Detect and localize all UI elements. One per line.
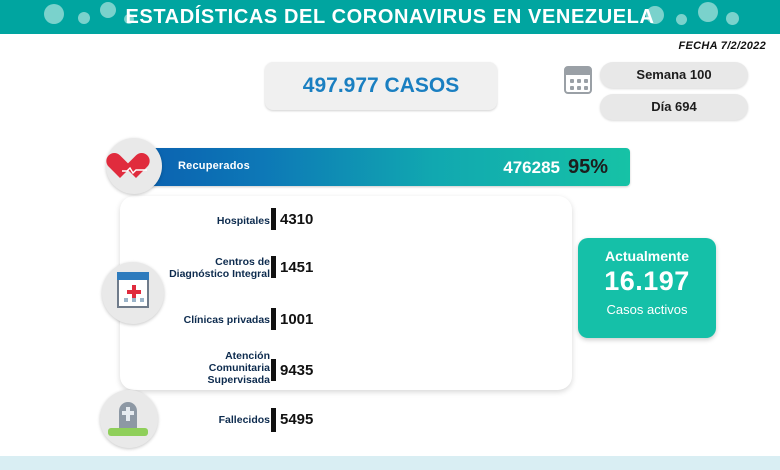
row-marker-hospitales xyxy=(271,208,276,230)
active-cases-subtitle: Casos activos xyxy=(606,302,688,317)
bottom-strip xyxy=(0,456,780,470)
row-label-acs-line3: Supervisada xyxy=(207,374,270,386)
row-label-acs-line2: Comunitaria xyxy=(208,362,270,374)
row-marker-clinicas-privadas xyxy=(271,308,276,330)
row-label-clinicas-privadas: Clínicas privadas xyxy=(183,314,270,326)
grass-shape xyxy=(108,428,148,436)
row-label-cdi-line1: Centros de xyxy=(215,256,270,268)
calendar-icon-dot xyxy=(584,79,588,83)
recovered-percent: 95% xyxy=(568,156,609,178)
tombstone-shape xyxy=(119,402,137,430)
date-label: FECHA 7/2/2022 xyxy=(678,40,766,52)
row-label-acs-line1: Atención xyxy=(225,350,270,362)
row-value-fallecidos: 5495 xyxy=(280,411,314,428)
row-label-hospitales: Hospitales xyxy=(216,215,270,227)
ecg-line-icon xyxy=(122,166,147,174)
row-marker-fallecidos xyxy=(271,408,276,432)
row-marker-atencion-comunitaria xyxy=(271,359,276,381)
page-title: ESTADÍSTICAS DEL CORONAVIRUS EN VENEZUELA xyxy=(125,6,655,28)
row-value-atencion-comunitaria: 9435 xyxy=(280,362,314,379)
hospital-cross-horizontal xyxy=(127,290,141,294)
recovered-value: 476285 xyxy=(503,158,560,177)
total-cases-value: 497.977 CASOS xyxy=(302,74,460,97)
calendar-icon-dot xyxy=(584,86,588,90)
hospital-roof xyxy=(117,272,149,280)
heart-shape xyxy=(120,154,148,180)
calendar-icon xyxy=(564,66,592,94)
calendar-icon-dot xyxy=(577,86,581,90)
tombstone-cross-horizontal xyxy=(122,411,134,415)
calendar-icon-dot xyxy=(577,79,581,83)
active-cases-panel xyxy=(578,238,716,338)
total-cases-box xyxy=(265,62,497,110)
row-marker-cdi xyxy=(271,256,276,278)
calendar-icon-header xyxy=(566,68,590,75)
row-value-clinicas-privadas: 1001 xyxy=(280,311,314,328)
calendar-icon-dot xyxy=(570,86,574,90)
active-cases-number: 16.197 xyxy=(604,266,690,296)
calendar-icon-dot xyxy=(570,79,574,83)
recovered-label: Recuperados xyxy=(178,160,250,172)
row-value-cdi: 1451 xyxy=(280,259,314,276)
row-label-fallecidos: Fallecidos xyxy=(218,414,270,426)
tombstone-icon xyxy=(100,390,158,448)
hospital-window xyxy=(132,298,136,302)
header-bar xyxy=(0,0,780,34)
day-pill: Día 694 xyxy=(600,94,748,120)
week-pill: Semana 100 xyxy=(600,62,748,88)
hospital-icon xyxy=(102,262,164,324)
row-label-cdi xyxy=(150,256,270,280)
active-cases-title: Actualmente xyxy=(604,248,690,264)
row-value-hospitales: 4310 xyxy=(280,211,314,228)
hospital-building-shape xyxy=(117,278,149,308)
hospital-window xyxy=(140,298,144,302)
row-label-atencion-comunitaria xyxy=(150,350,270,386)
row-label-cdi-line2: Diagnóstico Integral xyxy=(169,268,270,280)
heart-pulse-icon xyxy=(106,138,162,194)
hospital-window xyxy=(124,298,128,302)
